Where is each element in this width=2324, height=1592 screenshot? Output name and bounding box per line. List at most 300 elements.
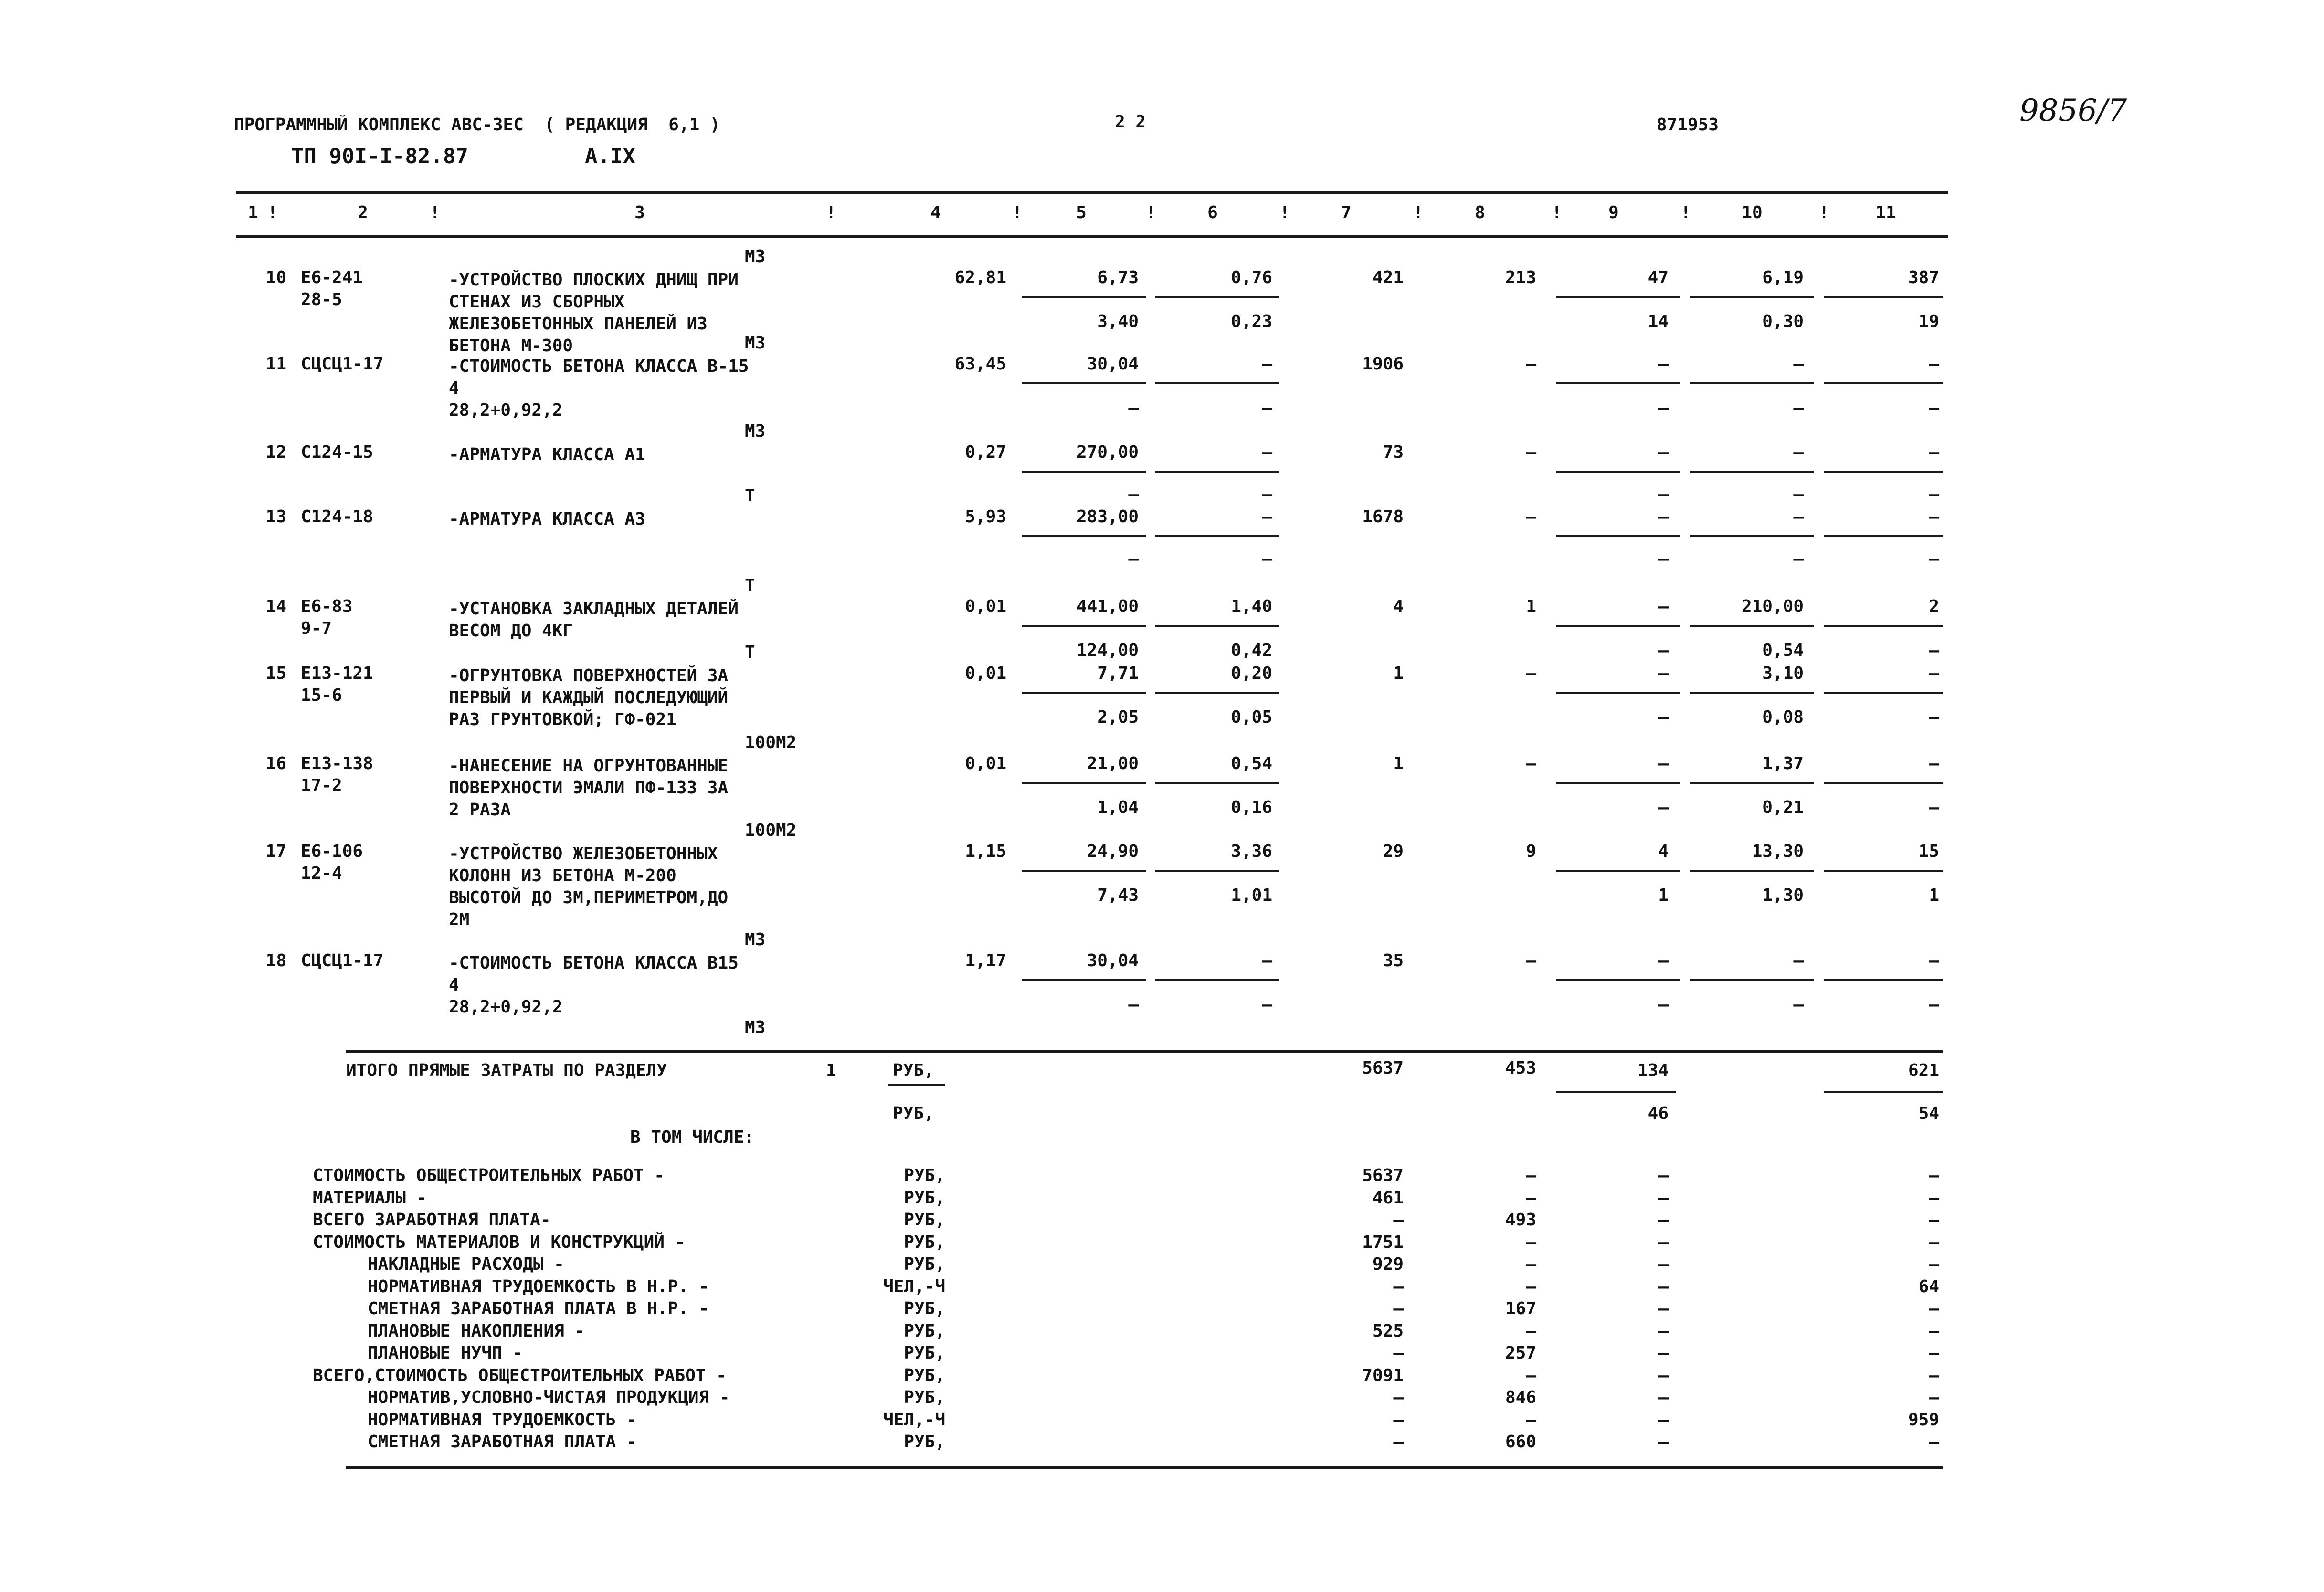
row-c7-value: 4 [1393,597,1404,616]
row-description: -АРМАТУРА КЛАССА А3 [449,509,645,529]
summary-c11: 64 [1918,1277,1939,1297]
totals-c9a: 134 [1637,1061,1669,1080]
summary-c11: – [1929,1321,1939,1341]
row-c9a-value: – [1658,664,1669,683]
row-c8-value: – [1526,507,1536,527]
row-c5-divider [1022,979,1146,981]
row-c9b-value: – [1658,707,1669,727]
summary-c7: – [1393,1410,1404,1430]
totals-c8: 453 [1505,1058,1536,1078]
row-c10a-value: – [1793,951,1804,970]
summary-label: НОРМАТИВНАЯ ТРУДОЕМКОСТЬ - [368,1410,637,1430]
program-title: ПРОГРАММНЫЙ КОМПЛЕКС АВС-ЗЕС ( РЕДАКЦИЯ 6,1 ) [234,115,720,135]
row-c11a-value: – [1929,507,1939,527]
row-c6-divider [1155,979,1279,981]
summary-c8: 167 [1505,1299,1536,1318]
row-c9b-value: – [1658,641,1669,660]
row-number: 17 [265,842,286,861]
row-c11-divider [1824,870,1943,872]
row-code: Е13-121 [301,664,373,683]
row-c10b-value: – [1793,995,1804,1014]
row-c10b-value: 0,54 [1762,641,1804,660]
row-c5-divider [1022,382,1146,384]
summary-c8: – [1526,1366,1536,1385]
summary-label: СМЕТНАЯ ЗАРАБОТНАЯ ПЛАТА - [368,1432,637,1452]
row-c7-value: 1 [1393,754,1404,773]
row-c11b-value: – [1929,707,1939,727]
row-c5a-value: 441,00 [1076,597,1139,616]
row-unit: М3 [745,930,766,949]
row-unit: 100М2 [745,733,797,752]
row-c9b-value: 1 [1658,886,1669,905]
row-c8-value: 1 [1526,597,1536,616]
row-c10b-value: 0,08 [1762,707,1804,727]
row-c10a-value: 3,10 [1762,664,1804,683]
summary-label: ПЛАНОВЫЕ НАКОПЛЕНИЯ - [368,1321,585,1341]
row-number: 13 [265,507,286,527]
page-number: 2 2 [1115,112,1146,132]
row-c10-divider [1690,870,1814,872]
row-c8-value: – [1526,664,1536,683]
row-c9b-value: – [1658,995,1669,1014]
summary-c8: – [1526,1166,1536,1185]
trailing-unit: М3 [745,1018,766,1037]
row-c9a-value: – [1658,597,1669,616]
row-code: Е6-106 [301,842,363,861]
summary-unit: РУБ, [904,1255,945,1274]
row-c10-divider [1690,535,1814,537]
column-separator: ! [267,203,278,222]
row-c11-divider [1824,471,1943,473]
row-code: С124-18 [301,507,373,527]
row-c8-value: – [1526,951,1536,970]
row-c5b-value: – [1128,398,1139,418]
row-c9-divider [1556,692,1680,694]
row-number: 16 [265,754,286,773]
summary-c8: 493 [1505,1210,1536,1230]
summary-c11: – [1929,1432,1939,1452]
row-c6b-value: 0,05 [1231,707,1272,727]
summary-c11: – [1929,1210,1939,1230]
row-description: -СТОИМОСТЬ БЕТОНА КЛАССА В15 4 28,2+0,92,2 [449,953,739,1017]
row-c9-divider [1556,870,1680,872]
row-c11b-value: – [1929,641,1939,660]
row-c11-divider [1824,692,1943,694]
row-c11b-value: 1 [1929,886,1939,905]
column-separator: ! [1279,203,1290,222]
row-subcode: 17-2 [301,776,342,795]
row-c9-divider [1556,782,1680,784]
summary-c7: – [1393,1388,1404,1407]
totals-top-rule [346,1050,1943,1053]
summary-label: ПЛАНОВЫЕ НУЧП - [368,1343,523,1363]
row-c6-divider [1155,471,1279,473]
row-c11b-value: 19 [1918,312,1939,331]
row-unit: М3 [745,247,766,266]
summary-unit: РУБ, [904,1343,945,1363]
summary-c7: – [1393,1432,1404,1452]
row-quantity: 0,01 [965,754,1006,773]
row-description: -УСТРОЙСТВО ПЛОСКИХ ДНИЩ ПРИ СТЕНАХ ИЗ СБОРНЫХ ЖЕЛЕЗОБЕТОННЫХ ПАНЕЛЕЙ ИЗ БЕТОНА М-300 [449,270,739,356]
column-header-8: 8 [1475,203,1485,222]
summary-c7: 929 [1372,1255,1404,1274]
row-c5b-value: – [1128,995,1139,1014]
row-number: 11 [265,354,286,374]
row-c9-divider [1556,382,1680,384]
row-c9-divider [1556,625,1680,627]
summary-label: ВСЕГО,СТОИМОСТЬ ОБЩЕСТРОИТЕЛЬНЫХ РАБОТ - [313,1366,727,1385]
column-header-9: 9 [1608,203,1619,222]
summary-c9: – [1658,1188,1669,1208]
row-c6b-value: – [1262,549,1272,569]
summary-c11: – [1929,1188,1939,1208]
table-top-rule [236,191,1948,194]
row-c11a-value: – [1929,664,1939,683]
column-header-5: 5 [1076,203,1087,222]
row-c6a-value: 3,36 [1231,842,1272,861]
row-c6-divider [1155,625,1279,627]
row-c11-divider [1824,979,1943,981]
row-c5a-value: 7,71 [1097,664,1139,683]
row-c9a-value: 4 [1658,842,1669,861]
totals-section: 1 [826,1061,836,1080]
summary-unit: РУБ, [904,1210,945,1230]
row-c7-value: 73 [1383,443,1404,462]
row-unit: Т [745,643,755,662]
row-c5a-value: 283,00 [1076,507,1139,527]
row-c7-value: 1906 [1362,354,1404,374]
summary-c11: 959 [1908,1410,1939,1430]
row-c9-divider [1556,296,1680,298]
totals-unit-underline [888,1084,945,1086]
summary-c8: – [1526,1233,1536,1252]
row-c8-value: – [1526,354,1536,374]
row-c6b-value: 0,42 [1231,641,1272,660]
summary-c7: 7091 [1362,1366,1404,1385]
summary-c8: 257 [1505,1343,1536,1363]
row-c7-value: 35 [1383,951,1404,970]
row-quantity: 5,93 [965,507,1006,527]
row-code: СЦСЦ1-17 [301,354,384,374]
row-c10-divider [1690,382,1814,384]
summary-c9: – [1658,1410,1669,1430]
summary-unit: РУБ, [904,1233,945,1252]
row-c10a-value: 1,37 [1762,754,1804,773]
summary-c9: – [1658,1210,1669,1230]
row-c6a-value: 0,20 [1231,664,1272,683]
summary-c8: 660 [1505,1432,1536,1452]
row-code: Е6-241 [301,268,363,287]
row-c6a-value: 1,40 [1231,597,1272,616]
document-reference: ТП 90I-I-82.87 [291,144,468,169]
summary-label: СМЕТНАЯ ЗАРАБОТНАЯ ПЛАТА В Н.Р. - [368,1299,709,1318]
row-c5a-value: 30,04 [1087,354,1139,374]
row-unit: Т [745,486,755,506]
column-separator: ! [826,203,836,222]
summary-c9: – [1658,1166,1669,1185]
row-unit: М3 [745,333,766,353]
row-c5a-value: 24,90 [1087,842,1139,861]
row-c6a-value: 0,54 [1231,754,1272,773]
column-header-4: 4 [930,203,941,222]
row-c5b-value: 2,05 [1097,707,1139,727]
summary-label: НОРМАТИВНАЯ ТРУДОЕМКОСТЬ В Н.Р. - [368,1277,709,1297]
row-c11b-value: – [1929,798,1939,817]
row-c6-divider [1155,382,1279,384]
row-c9b-value: 14 [1648,312,1669,331]
row-c6b-value: – [1262,398,1272,418]
column-header-1: 1 [248,203,258,222]
row-c10-divider [1690,471,1814,473]
row-quantity: 1,15 [965,842,1006,861]
row-c11b-value: – [1929,549,1939,569]
totals-unit-2: РУБ, [893,1104,934,1123]
row-c7-value: 421 [1372,268,1404,287]
row-c6a-value: – [1262,951,1272,970]
summary-label: МАТЕРИАЛЫ - [313,1188,427,1208]
row-c5-divider [1022,471,1146,473]
summary-unit: РУБ, [904,1366,945,1385]
row-c5-divider [1022,535,1146,537]
row-c11a-value: 387 [1908,268,1939,287]
handwritten-archive-number: 9856/7 [2019,93,2127,128]
row-c10a-value: – [1793,507,1804,527]
row-c11a-value: 2 [1929,597,1939,616]
summary-c11: – [1929,1233,1939,1252]
summary-unit: РУБ, [904,1299,945,1318]
row-c10b-value: 0,21 [1762,798,1804,817]
column-separator: ! [430,203,440,222]
row-c11a-value: – [1929,754,1939,773]
row-subcode: 9-7 [301,619,332,638]
summary-unit: РУБ, [904,1432,945,1452]
row-subcode: 12-4 [301,864,342,883]
row-c5b-value: 124,00 [1076,641,1139,660]
row-c5-divider [1022,692,1146,694]
summary-label: СТОИМОСТЬ МАТЕРИАЛОВ И КОНСТРУКЦИЙ - [313,1233,686,1252]
row-c7-value: 1678 [1362,507,1404,527]
row-number: 15 [265,664,286,683]
row-description: -АРМАТУРА КЛАССА А1 [449,445,645,464]
summary-c7: – [1393,1343,1404,1363]
row-c9a-value: – [1658,507,1669,527]
row-c10a-value: 13,30 [1752,842,1804,861]
row-c9-divider [1556,535,1680,537]
summary-label: СТОИМОСТЬ ОБЩЕСТРОИТЕЛЬНЫХ РАБОТ - [313,1166,665,1185]
row-c6a-value: – [1262,354,1272,374]
column-separator: ! [1413,203,1424,222]
row-c6b-value: 0,23 [1231,312,1272,331]
row-c6-divider [1155,692,1279,694]
row-c6b-value: 0,16 [1231,798,1272,817]
column-separator: ! [1012,203,1023,222]
row-number: 18 [265,951,286,970]
summary-c9: – [1658,1277,1669,1297]
totals-c7: 5637 [1362,1058,1404,1078]
row-code: С124-15 [301,443,373,462]
row-c11a-value: – [1929,443,1939,462]
summary-c7: – [1393,1299,1404,1318]
row-c5b-value: – [1128,549,1139,569]
row-number: 14 [265,597,286,616]
row-c8-value: – [1526,754,1536,773]
summary-c9: – [1658,1255,1669,1274]
row-code: СЦСЦ1-17 [301,951,384,970]
column-header-2: 2 [358,203,368,222]
row-number: 12 [265,443,286,462]
row-c5b-value: 7,43 [1097,886,1139,905]
row-quantity: 63,45 [954,354,1006,374]
row-c10-divider [1690,625,1814,627]
row-c9a-value: – [1658,951,1669,970]
summary-label: ВСЕГО ЗАРАБОТНАЯ ПЛАТА- [313,1210,551,1230]
summary-c11: – [1929,1388,1939,1407]
row-c5-divider [1022,296,1146,298]
row-c9b-value: – [1658,398,1669,418]
summary-unit: РУБ, [904,1321,945,1341]
row-c10-divider [1690,296,1814,298]
row-c10a-value: – [1793,443,1804,462]
row-c5-divider [1022,625,1146,627]
row-c11-divider [1824,782,1943,784]
row-c11b-value: – [1929,995,1939,1014]
summary-c9: – [1658,1233,1669,1252]
row-code: Е13-138 [301,754,373,773]
row-code: Е6-83 [301,597,353,616]
summary-c9: – [1658,1432,1669,1452]
summary-c11: – [1929,1366,1939,1385]
summary-unit: ЧЕЛ,-Ч [883,1277,945,1297]
summary-c7: 461 [1372,1188,1404,1208]
column-header-10: 10 [1742,203,1763,222]
row-quantity: 0,27 [965,443,1006,462]
totals-c9-divider [1556,1091,1676,1093]
column-separator: ! [1146,203,1156,222]
summary-c9: – [1658,1388,1669,1407]
row-c6a-value: – [1262,507,1272,527]
row-c5-divider [1022,782,1146,784]
summary-c7: – [1393,1277,1404,1297]
row-c11-divider [1824,296,1943,298]
summary-c8: 846 [1505,1388,1536,1407]
row-c8-value: – [1526,443,1536,462]
row-c5-divider [1022,870,1146,872]
including-label: В ТОМ ЧИСЛЕ: [630,1128,755,1147]
totals-c9b: 46 [1648,1104,1669,1123]
row-c10-divider [1690,692,1814,694]
row-description: -УСТРОЙСТВО ЖЕЛЕЗОБЕТОННЫХ КОЛОНН ИЗ БЕТОНА М-200 ВЫСОТОЙ ДО 3М,ПЕРИМЕТРОМ,ДО 2М [449,844,729,929]
row-c5b-value: 3,40 [1097,312,1139,331]
row-c6-divider [1155,535,1279,537]
row-c11b-value: – [1929,398,1939,418]
row-c11a-value: 15 [1918,842,1939,861]
row-unit: 100М2 [745,821,797,840]
row-c6-divider [1155,870,1279,872]
summary-c7: 1751 [1362,1233,1404,1252]
row-c6-divider [1155,296,1279,298]
row-c6b-value: – [1262,995,1272,1014]
row-c9-divider [1556,471,1680,473]
row-c11-divider [1824,535,1943,537]
totals-label: ИТОГО ПРЯМЫЕ ЗАТРАТЫ ПО РАЗДЕЛУ [346,1061,667,1080]
row-c9b-value: – [1658,485,1669,504]
row-c5b-value: 1,04 [1097,798,1139,817]
row-description: -СТОИМОСТЬ БЕТОНА КЛАССА В-15 4 28,2+0,92,2 [449,357,749,420]
row-c9a-value: – [1658,443,1669,462]
row-description: -НАНЕСЕНИЕ НА ОГРУНТОВАННЫЕ ПОВЕРХНОСТИ ЭМАЛИ ПФ-133 ЗА 2 РАЗА [449,756,729,820]
column-header-7: 7 [1341,203,1352,222]
row-subcode: 28-5 [301,290,342,309]
table-header-rule [236,235,1948,238]
summary-c11: – [1929,1166,1939,1185]
row-c8-value: 213 [1505,268,1536,287]
row-c8-value: 9 [1526,842,1536,861]
row-c9-divider [1556,979,1680,981]
row-c9b-value: – [1658,549,1669,569]
column-header-11: 11 [1875,203,1896,222]
summary-c9: – [1658,1321,1669,1341]
column-separator: ! [1552,203,1562,222]
row-quantity: 0,01 [965,597,1006,616]
row-description: -ОГРУНТОВКА ПОВЕРХНОСТЕЙ ЗА ПЕРВЫЙ И КАЖДЫЙ ПОСЛЕДУЮЩИЙ РАЗ ГРУНТОВКОЙ; ГФ-021 [449,666,729,729]
table-bottom-rule [346,1466,1943,1469]
summary-c8: – [1526,1277,1536,1297]
row-c11-divider [1824,382,1943,384]
row-c10b-value: 1,30 [1762,886,1804,905]
row-c11a-value: – [1929,951,1939,970]
document-code: 871953 [1657,115,1719,135]
row-c7-value: 29 [1383,842,1404,861]
album-number: A.IX [585,144,635,169]
row-c5a-value: 30,04 [1087,951,1139,970]
summary-c8: – [1526,1410,1536,1430]
row-number: 10 [265,268,286,287]
summary-c8: – [1526,1321,1536,1341]
column-header-3: 3 [634,203,645,222]
row-c10-divider [1690,979,1814,981]
summary-c9: – [1658,1343,1669,1363]
row-unit: Т [745,576,755,595]
row-c7-value: 1 [1393,664,1404,683]
summary-label: НАКЛАДНЫЕ РАСХОДЫ - [368,1255,564,1274]
summary-c9: – [1658,1366,1669,1385]
summary-c11: – [1929,1343,1939,1363]
row-c9a-value: – [1658,754,1669,773]
row-c5a-value: 21,00 [1087,754,1139,773]
row-c5a-value: 6,73 [1097,268,1139,287]
totals-c11a: 621 [1908,1061,1939,1080]
row-quantity: 62,81 [954,268,1006,287]
row-c6b-value: – [1262,485,1272,504]
row-c5a-value: 270,00 [1076,443,1139,462]
row-c11b-value: – [1929,485,1939,504]
summary-unit: РУБ, [904,1166,945,1185]
row-description: -УСТАНОВКА ЗАКЛАДНЫХ ДЕТАЛЕЙ ВЕСОМ ДО 4КГ [449,599,739,641]
row-c11a-value: – [1929,354,1939,374]
column-separator: ! [1680,203,1691,222]
row-c10a-value: 210,00 [1741,597,1804,616]
summary-c7: 525 [1372,1321,1404,1341]
summary-unit: РУБ, [904,1388,945,1407]
row-c6-divider [1155,782,1279,784]
row-c10-divider [1690,782,1814,784]
row-c9a-value: 47 [1648,268,1669,287]
summary-c7: 5637 [1362,1166,1404,1185]
row-c10a-value: – [1793,354,1804,374]
summary-c11: – [1929,1299,1939,1318]
summary-unit: РУБ, [904,1188,945,1208]
row-subcode: 15-6 [301,685,342,705]
